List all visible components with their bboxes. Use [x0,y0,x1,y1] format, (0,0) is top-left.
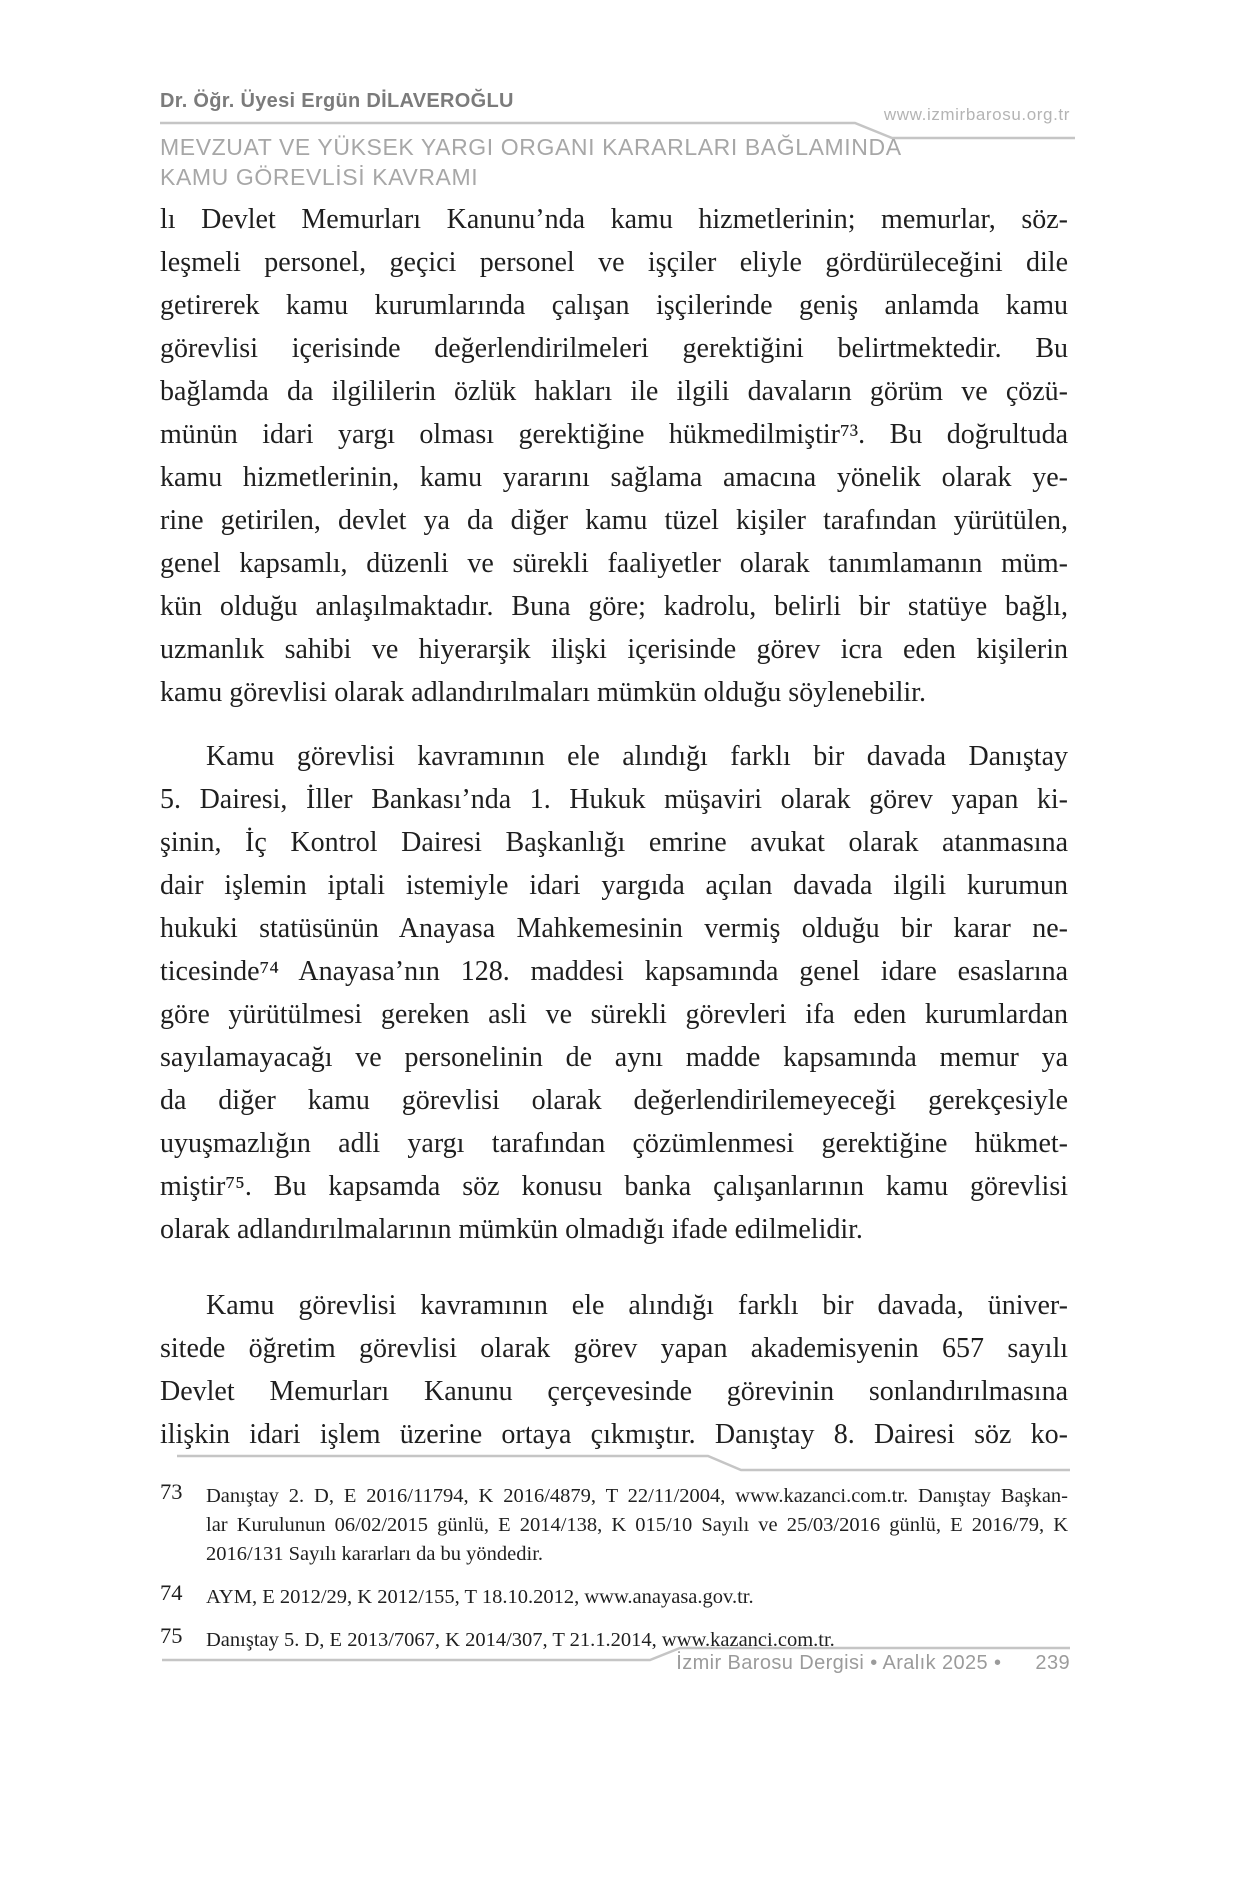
paragraph-2 [160,735,1068,1251]
article-title [160,132,1120,192]
text-line: kamu hizmetlerinin, kamu yararını sağlama amacına yönelik olarak ye- [160,462,1068,493]
text-line: göre yürütülmesi gereken asli ve sürekli görevleri ifa eden kurumlardan [160,999,1068,1030]
footnote-text-line: Danıştay 2. D, E 2016/11794, K 2016/4879, T 22/11/2004, www.kazanci.com.tr. Danıştay Başkan- [206,1485,1068,1507]
text-line: lı Devlet Memurları Kanunu’nda kamu hizmetlerinin; memurlar, söz- [160,204,1068,235]
author-name: Dr. Öğr. Üyesi Ergün DİLAVEROĞLU [160,90,514,112]
footnote-number: 74 [160,1580,183,1605]
text-line: hukuki statüsünün Anayasa Mahkemesinin vermiş olduğu bir karar ne- [160,913,1068,944]
text-line: uyuşmazlığın adli yargı tarafından çözümlenmesi gerektiğine hükmet- [160,1128,1068,1159]
text-line: da diğer kamu görevlisi olarak değerlendirilemeyeceği gerekçesiyle [160,1085,1068,1116]
text-line: sitede öğretim görevlisi olarak görev yapan akademisyenin 657 sayılı [160,1333,1068,1364]
text-line: bağlamda da ilgililerin özlük hakları ile ilgili davaların görüm ve çözü- [160,376,1068,407]
text-line: rine getirilen, devlet ya da diğer kamu tüzel kişiler tarafından yürütülen, [160,505,1068,536]
text-line: Kamu görevlisi kavramının ele alındığı farklı bir davada Danıştay [206,741,1068,772]
footnote-text [206,1583,1068,1612]
text-line: olarak adlandırılmalarının mümkün olmadığı ifade edilmelidir. [160,1214,863,1245]
page-number: 239 [1035,1652,1070,1674]
text-line: getirerek kamu kurumlarında çalışan işçilerinde geniş anlamda kamu [160,290,1068,321]
page-footer [160,1652,1070,1675]
paragraph-1 [160,198,1068,714]
text-line: görevlisi içerisinde değerlendirilmeleri gerektiğini belirtmektedir. Bu [160,333,1068,364]
footnote-number: 73 [160,1479,183,1504]
footnote-text-line: lar Kurulunun 06/02/2015 günlü, E 2014/138, K 015/10 Sayılı ve 25/03/2016 günlü, E 2016/79, K [206,1514,1068,1536]
footnote-text [206,1482,1068,1569]
footnote-74 [160,1580,1068,1612]
text-line: dair işlemin iptali istemiyle idari yargıda açılan davada ilgili kurumun [160,870,1068,901]
text-line: 5. Dairesi, İller Bankası’nda 1. Hukuk müşaviri olarak görev yapan ki- [160,784,1068,815]
footnote-number: 75 [160,1623,183,1648]
paragraph-3 [160,1284,1068,1456]
text-line: uzmanlık sahibi ve hiyerarşik ilişki içerisinde görev icra eden kişilerin [160,634,1068,665]
text-line: kamu görevlisi olarak adlandırılmaları mümkün olduğu söylenebilir. [160,677,926,708]
text-line: genel kapsamlı, düzenli ve sürekli faaliyetler olarak tanımlamanın müm- [160,548,1068,579]
text-line: leşmeli personel, geçici personel ve işçiler eliyle gördürüleceğini dile [160,247,1068,278]
text-line: miştir⁷⁵. Bu kapsamda söz konusu banka çalışanlarının kamu görevlisi [160,1171,1068,1202]
article-title-line2: KAMU GÖREVLİSİ KAVRAMI [160,164,479,190]
text-line: ilişkin idari işlem üzerine ortaya çıkmıştır. Danıştay 8. Dairesi söz ko- [160,1419,1068,1450]
footnote-separator-rule [160,1453,1070,1473]
footnote-text-line: Danıştay 5. D, E 2013/7067, K 2014/307, T 21.1.2014, www.kazanci.com.tr. [206,1629,835,1651]
footnote-text-line: 2016/131 Sayılı kararları da bu yöndedir. [206,1543,544,1565]
text-line: ticesinde⁷⁴ Anayasa’nın 128. maddesi kapsamında genel idare esaslarına [160,956,1068,987]
text-line: şinin, İç Kontrol Dairesi Başkanlığı emrine avukat olarak atanmasına [160,827,1068,858]
body-text [160,198,1068,1456]
text-line: kün olduğu anlaşılmaktadır. Buna göre; kadrolu, belirli bir statüye bağlı, [160,591,1068,622]
footnote-73 [160,1479,1068,1569]
text-line: münün idari yargı olması gerektiğine hükmedilmiştir⁷³. Bu doğrultuda [160,419,1068,450]
text-line: Devlet Memurları Kanunu çerçevesinde görevinin sonlandırılmasına [160,1376,1068,1407]
journal-website: www.izmirbarosu.org.tr [883,105,1070,124]
article-title-line1: MEVZUAT VE YÜKSEK YARGI ORGANI KARARLARI BAĞLAMINDA [160,134,902,160]
text-line: Kamu görevlisi kavramının ele alındığı farklı bir davada, üniver- [206,1290,1068,1321]
footnotes-section [160,1479,1068,1655]
footnote-text-line: AYM, E 2012/29, K 2012/155, T 18.10.2012, www.anayasa.gov.tr. [206,1586,754,1608]
journal-name-date: İzmir Barosu Dergisi • Aralık 2025 • [676,1652,1002,1674]
text-line: sayılamayacağı ve personelinin de aynı madde kapsamında memur ya [160,1042,1068,1073]
